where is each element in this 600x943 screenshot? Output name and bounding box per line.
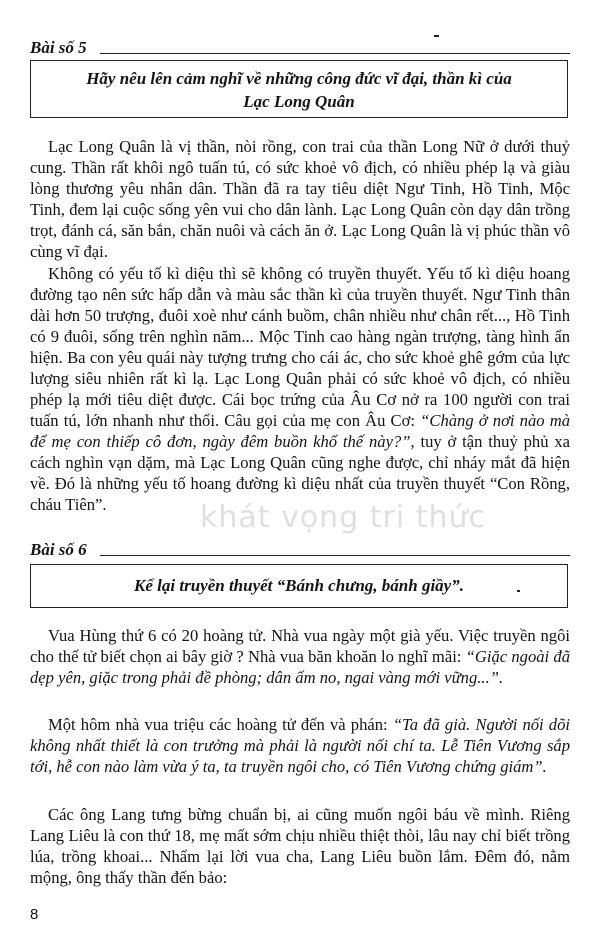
print-speck: [434, 35, 439, 37]
paragraph-text: Một hôm nhà vua triệu các hoàng tử đến và phán:: [48, 715, 388, 734]
exercise-5-title-line-2: Lạc Long Quân: [243, 92, 355, 111]
exercise-5-header: [30, 38, 570, 60]
page-number: 8: [30, 906, 39, 923]
exercise-5-title-box: [30, 60, 568, 118]
exercise-6-header: [30, 540, 570, 562]
exercise-5-title-line-1: Hãy nêu lên cảm nghĩ về những công đức vĩ đại, thần kì của: [86, 69, 512, 88]
watermark: khát vọng tri thức: [200, 500, 487, 535]
print-speck: [517, 590, 520, 592]
exercise-5-label: Bài số 5: [30, 38, 87, 57]
exercise-6-label: Bài số 6: [30, 540, 87, 559]
exercise-6-paragraph-3: Các ông Lang tưng bừng chuẩn bị, ai cũng muốn ngôi báu về mình. Riêng Lang Liêu là con thứ 18, mẹ mất sớm chịu nhiều thiệt thòi, lâu nay chỉ biết trồng lúa, trồng khoai... Nhẩm lại lời vua cha, Lang Liêu buồn lắm. Đêm đó, nằm mộng, ông thấy thần đến bảo:: [30, 805, 570, 887]
exercise-6-title-box: [30, 564, 568, 608]
header-rule: [100, 555, 570, 556]
exercise-6-title: Kể lại truyền thuyết “Bánh chưng, bánh giầy”.: [134, 576, 464, 595]
exercise-5-paragraph-2: [30, 263, 570, 515]
header-rule: [100, 53, 570, 54]
au-co-quote: “Chàng ở nơi nào mà để mẹ con thiếp cô đơn, ngày đêm buồn khổ thế này?”: [30, 411, 570, 451]
king-decree-quote: “Ta đã già. Người nối dõi không nhất thiết là con trưởng mà phải là người nối chí ta. Lễ Tiên Vương sắp tới, hễ con nào làm vừa ý ta, ta truyền ngôi cho, có Tiên Vương chứng giám”.: [30, 715, 570, 776]
paragraph-2-ending: , tuy ở tận thuỷ phủ xa cách nghìn vạn dặm, mà Lạc Long Quân cũng nghe được, chỉ nháy mắt đã hiện về. Đó là những yếu tố hoang đường kì diệu nhất của truyền thuyết “Con Rồng, cháu Tiên”.: [30, 432, 570, 514]
exercise-6-paragraph-1: [30, 625, 570, 688]
king-thought-quote: “Giặc ngoài đã dẹp yên, giặc trong phải đề phòng; dân ấm no, ngai vàng mới vững...”.: [30, 647, 570, 687]
paragraph-text: Vua Hùng thứ 6 có 20 hoàng tử. Nhà vua ngày một già yếu. Việc truyền ngôi cho thế tử biết chọn ai bây giờ ? Nhà vua băn khoăn lo nghĩ mãi:: [30, 626, 570, 666]
paragraph-2-text: Không có yếu tố kì diệu thì sẽ không có truyền thuyết. Yếu tố kì diệu hoang đường tạo nên sức hấp dẫn và màu sắc thần kì của truyền thuyết. Ngư Tinh thân dài hơn 50 trượng, đuôi xoè như cánh buồm, chân nhiều như chân rết..., Hồ Tinh có 9 đuôi, sống trên nghìn năm... Mộc Tinh cao hàng ngàn trượng, tàng hình ẩn hiện. Ba con yêu quái này tượng trưng cho cái ác, cho sức khoẻ ghê gớm của lực lượng siêu nhiên rất kì lạ. Lạc Long Quân phải có sức khoẻ vô địch, có nhiều phép lạ mới tiêu diệt được. Cái bọc trứng của Âu Cơ nở ra 100 người con trai tuấn tú, lớn nhanh như thổi. Câu gọi của mẹ con Âu Cơ:: [30, 264, 570, 430]
exercise-5-paragraph-1: Lạc Long Quân là vị thần, nòi rồng, con trai của thần Long Nữ ở dưới thuỷ cung. Thần rất khôi ngô tuấn tú, có sức khoẻ vô địch, có nhiều phép lạ và giàu lòng thương yêu nhân dân. Thần đã ra tay tiêu diệt Ngư Tinh, Hồ Tinh, Mộc Tinh, đem lại cuộc sống yên vui cho dân lành. Lạc Long Quân còn dạy dân trồng trọt, đánh cá, săn bắn, chăn nuôi và cách ăn ở. Lạc Long Quân là vị phúc thần vô cùng vĩ đại.: [30, 137, 570, 261]
exercise-6-paragraph-2: [30, 714, 570, 777]
